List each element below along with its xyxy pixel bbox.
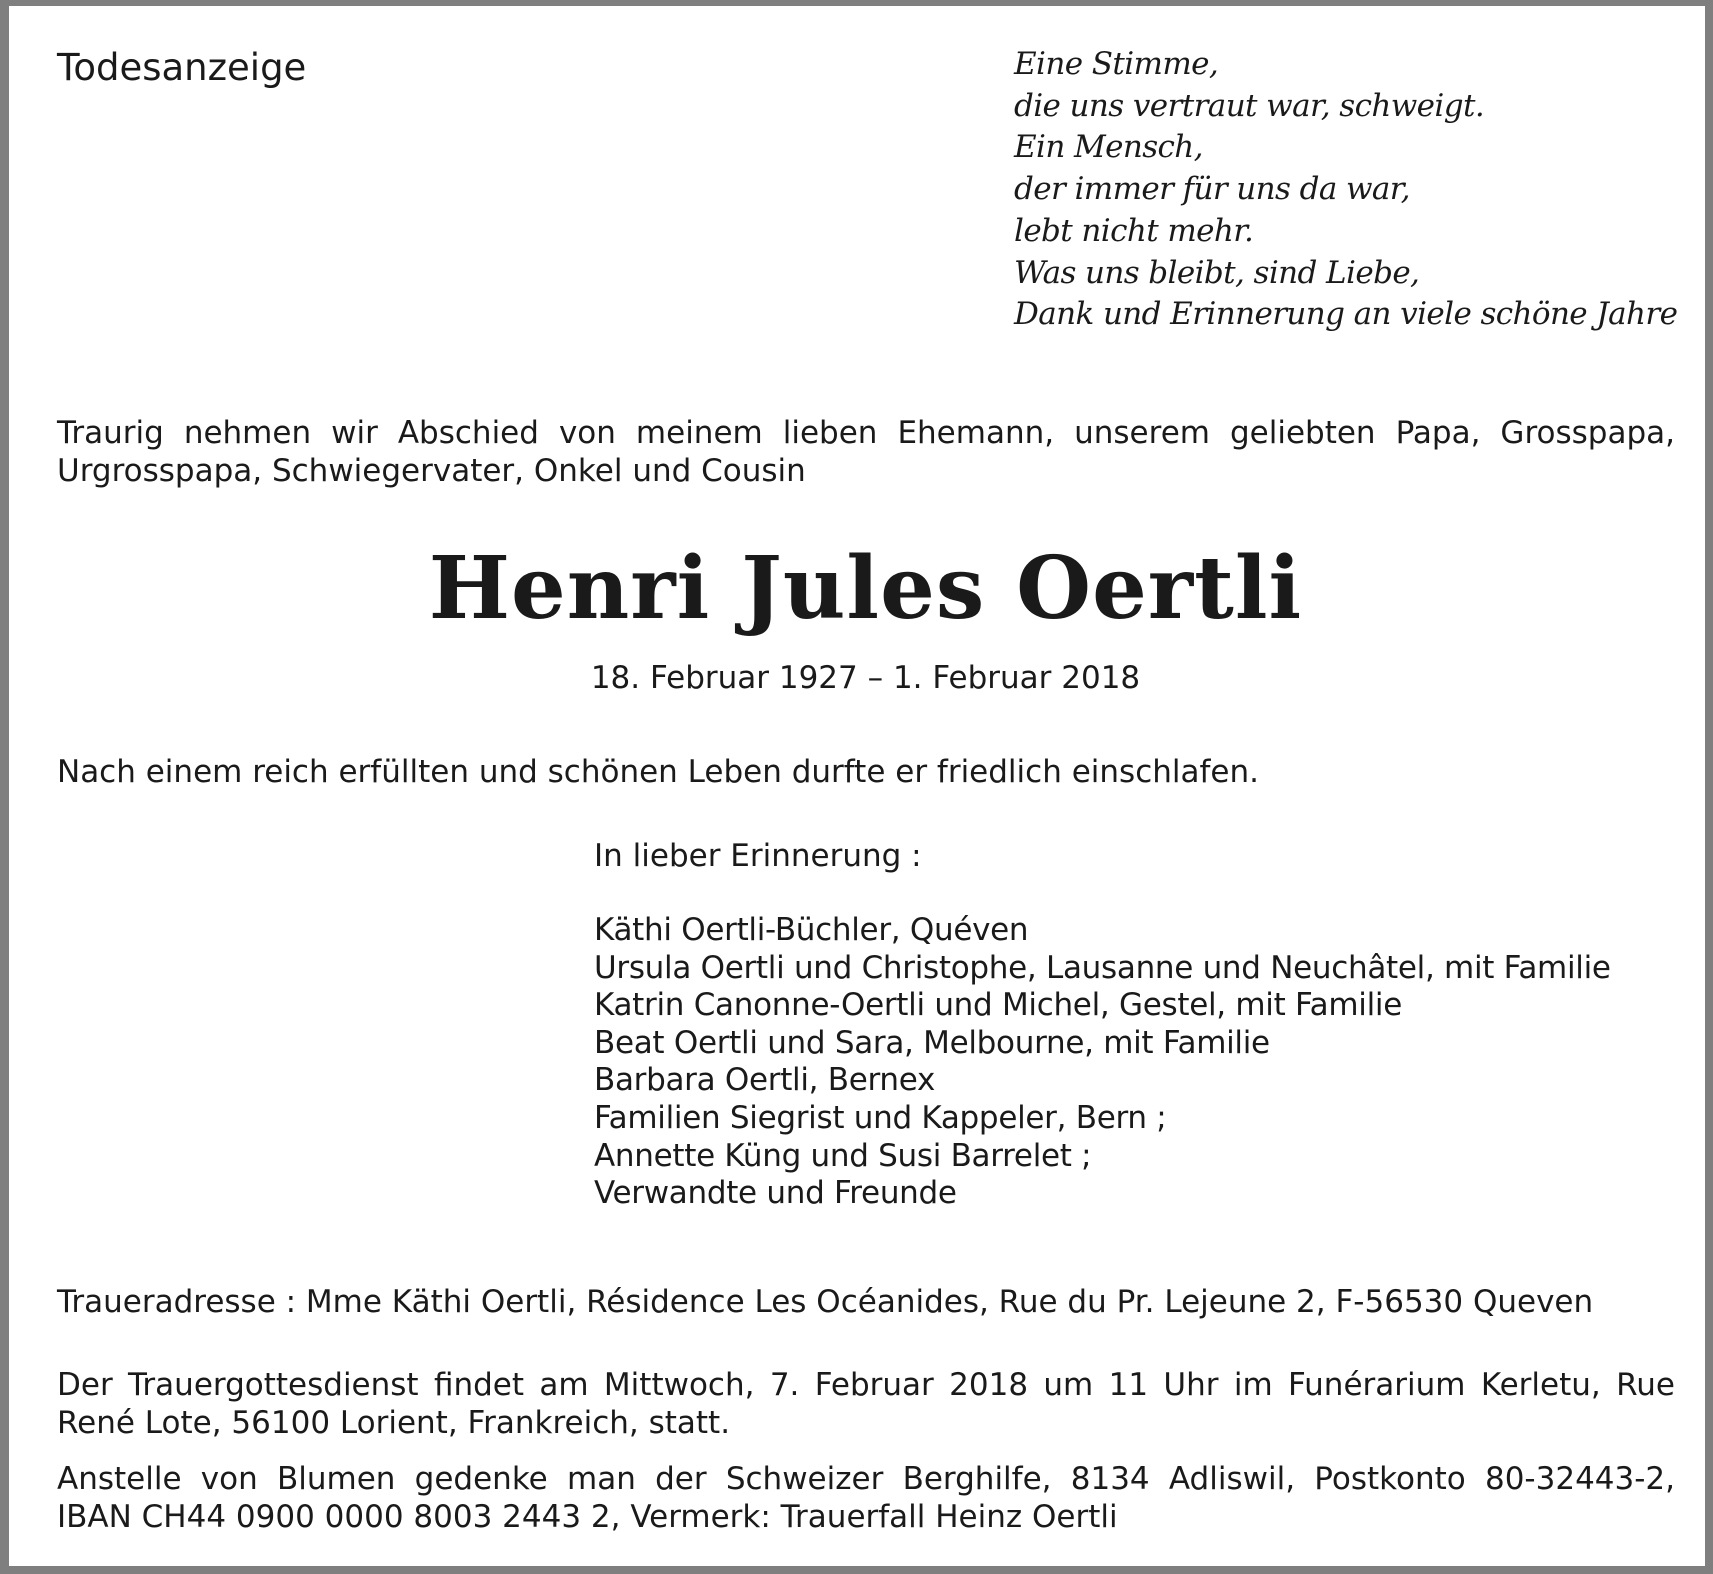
donation-info xyxy=(57,1460,1675,1536)
mourners-list xyxy=(594,912,1611,1213)
poem-line: der immer für uns da war, xyxy=(1014,171,1410,208)
service-line: Der Trauergottesdienst findet am Mittwoch, 7. Februar 2018 um 11 Uhr im Funérarium Kerletu, Rue xyxy=(57,1367,1675,1403)
mourner-entry: Käthi Oertli-Büchler, Quéven xyxy=(594,912,1029,948)
mourner-entry: Verwandte und Freunde xyxy=(594,1175,957,1212)
service-line: René Lote, 56100 Lorient, Frankreich, statt. xyxy=(57,1405,731,1441)
donation-line: Anstelle von Blumen gedenke man der Schweizer Berghilfe, 8134 Adliswil, Postkonto 80-32443-2, xyxy=(57,1461,1675,1497)
mourner-entry: Familien Siegrist und Kappeler, Bern ; xyxy=(594,1099,1167,1136)
mourner-entry: Beat Oertli und Sara, Melbourne, mit Familie xyxy=(594,1024,1270,1061)
intro-text xyxy=(57,414,1675,490)
mourner-entry: Katrin Canonne-Oertli und Michel, Gestel, mit Familie xyxy=(594,987,1402,1024)
poem-line: Dank und Erinnerung an viele schöne Jahre xyxy=(1014,296,1678,333)
poem-line: Was uns bleibt, sind Liebe, xyxy=(1014,254,1420,291)
mourner-entry: Ursula Oertli und Christophe, Lausanne und Neuchâtel, mit Familie xyxy=(594,949,1611,986)
deceased-name: Henri Jules Oertli xyxy=(428,538,1303,639)
remembrance-label: In lieber Erinnerung : xyxy=(594,838,922,874)
service-info xyxy=(57,1366,1675,1442)
intro-line: Traurig nehmen wir Abschied von meinem lieben Ehemann, unserem geliebten Papa, Grosspapa, xyxy=(57,415,1675,451)
mourner-entry: Barbara Oertli, Bernex xyxy=(594,1062,936,1099)
life-dates: 18. Februar 1927 – 1. Februar 2018 xyxy=(590,660,1141,696)
donation-line: IBAN CH44 0900 0000 8003 2443 2, Vermerk: Trauerfall Heinz Oertli xyxy=(57,1499,1118,1535)
poem xyxy=(1014,44,1677,336)
farewell-text: Nach einem reich erfüllten und schönen Leben durfte er friedlich einschlafen. xyxy=(57,754,1259,790)
poem-line: die uns vertraut war, schweigt. xyxy=(1014,87,1485,124)
mourner-entry: Annette Küng und Susi Barrelet ; xyxy=(594,1137,1092,1174)
notice-heading: Todesanzeige xyxy=(57,46,307,89)
poem-line: Ein Mensch, xyxy=(1014,129,1203,166)
intro-line: Urgrosspapa, Schwiegervater, Onkel und Cousin xyxy=(57,453,806,489)
poem-line: lebt nicht mehr. xyxy=(1014,212,1254,249)
mourning-address: Traueradresse : Mme Käthi Oertli, Résidence Les Océanides, Rue du Pr. Lejeune 2, F-56530 Queven xyxy=(57,1284,1594,1320)
poem-line: Eine Stimme, xyxy=(1014,46,1219,82)
